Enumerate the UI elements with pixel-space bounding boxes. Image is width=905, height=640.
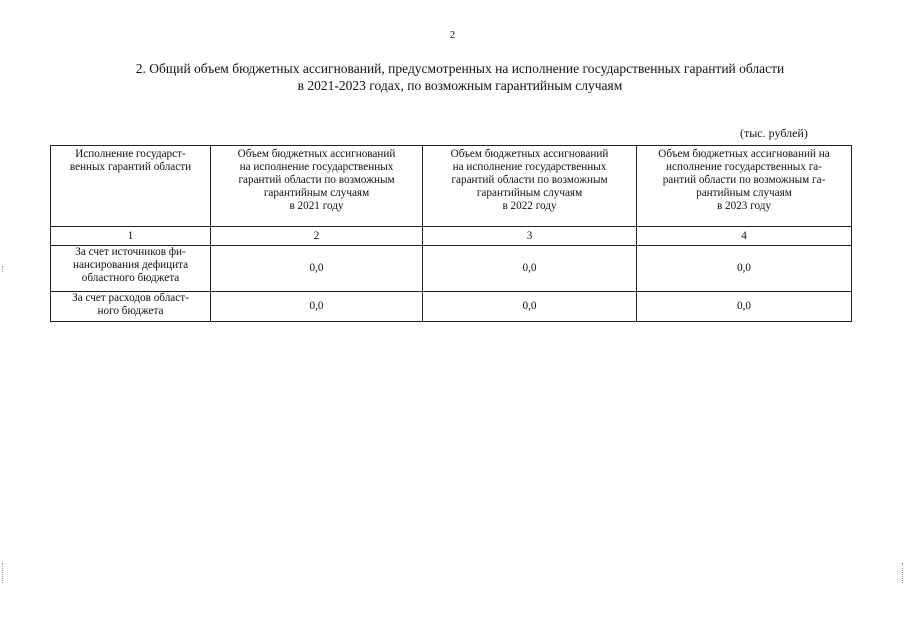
column-number-row	[51, 227, 852, 246]
units-label: (тыс. рублей)	[740, 126, 808, 140]
header-cell-execution: Исполнение государст- венных гарантий области	[51, 146, 211, 227]
table-row	[51, 292, 852, 322]
scan-margin-mark	[899, 563, 903, 583]
row-label: За счет источников фи- нансирования дефицита областного бюджета	[51, 246, 211, 292]
column-number: 4	[637, 227, 852, 246]
column-number: 1	[51, 227, 211, 246]
table-row	[51, 246, 852, 292]
value-cell-2021: 0,0	[211, 246, 423, 292]
header-cell-2021: Объем бюджетных ассигнований на исполнение государственных гарантий области по возможным гарантийным случаям в 2021 году	[211, 146, 423, 227]
section-heading	[60, 60, 860, 94]
guarantees-table	[50, 145, 852, 322]
value-cell-2023: 0,0	[637, 246, 852, 292]
column-number: 3	[423, 227, 637, 246]
page-number: 2	[449, 29, 456, 41]
scan-margin-mark	[2, 563, 6, 583]
scan-margin-mark	[2, 266, 6, 272]
header-cell-2022: Объем бюджетных ассигнований на исполнение государственных гарантий области по возможным гарантийным случаям в 2022 году	[423, 146, 637, 227]
value-cell-2023: 0,0	[637, 292, 852, 322]
value-cell-2021: 0,0	[211, 292, 423, 322]
heading-line-1: 2. Общий объем бюджетных ассигнований, предусмотренных на исполнение государственных гарантий области	[135, 61, 785, 76]
row-label: За счет расходов област- ного бюджета	[51, 292, 211, 322]
value-cell-2022: 0,0	[423, 246, 637, 292]
heading-line-2: в 2021-2023 годах, по возможным гарантийным случаям	[297, 78, 623, 93]
table-header-row	[51, 146, 852, 227]
column-number: 2	[211, 227, 423, 246]
value-cell-2022: 0,0	[423, 292, 637, 322]
header-cell-2023: Объем бюджетных ассигнований на исполнение государственных га- рантий области по возможным га- рантийным случаям в 2023 году	[637, 146, 852, 227]
